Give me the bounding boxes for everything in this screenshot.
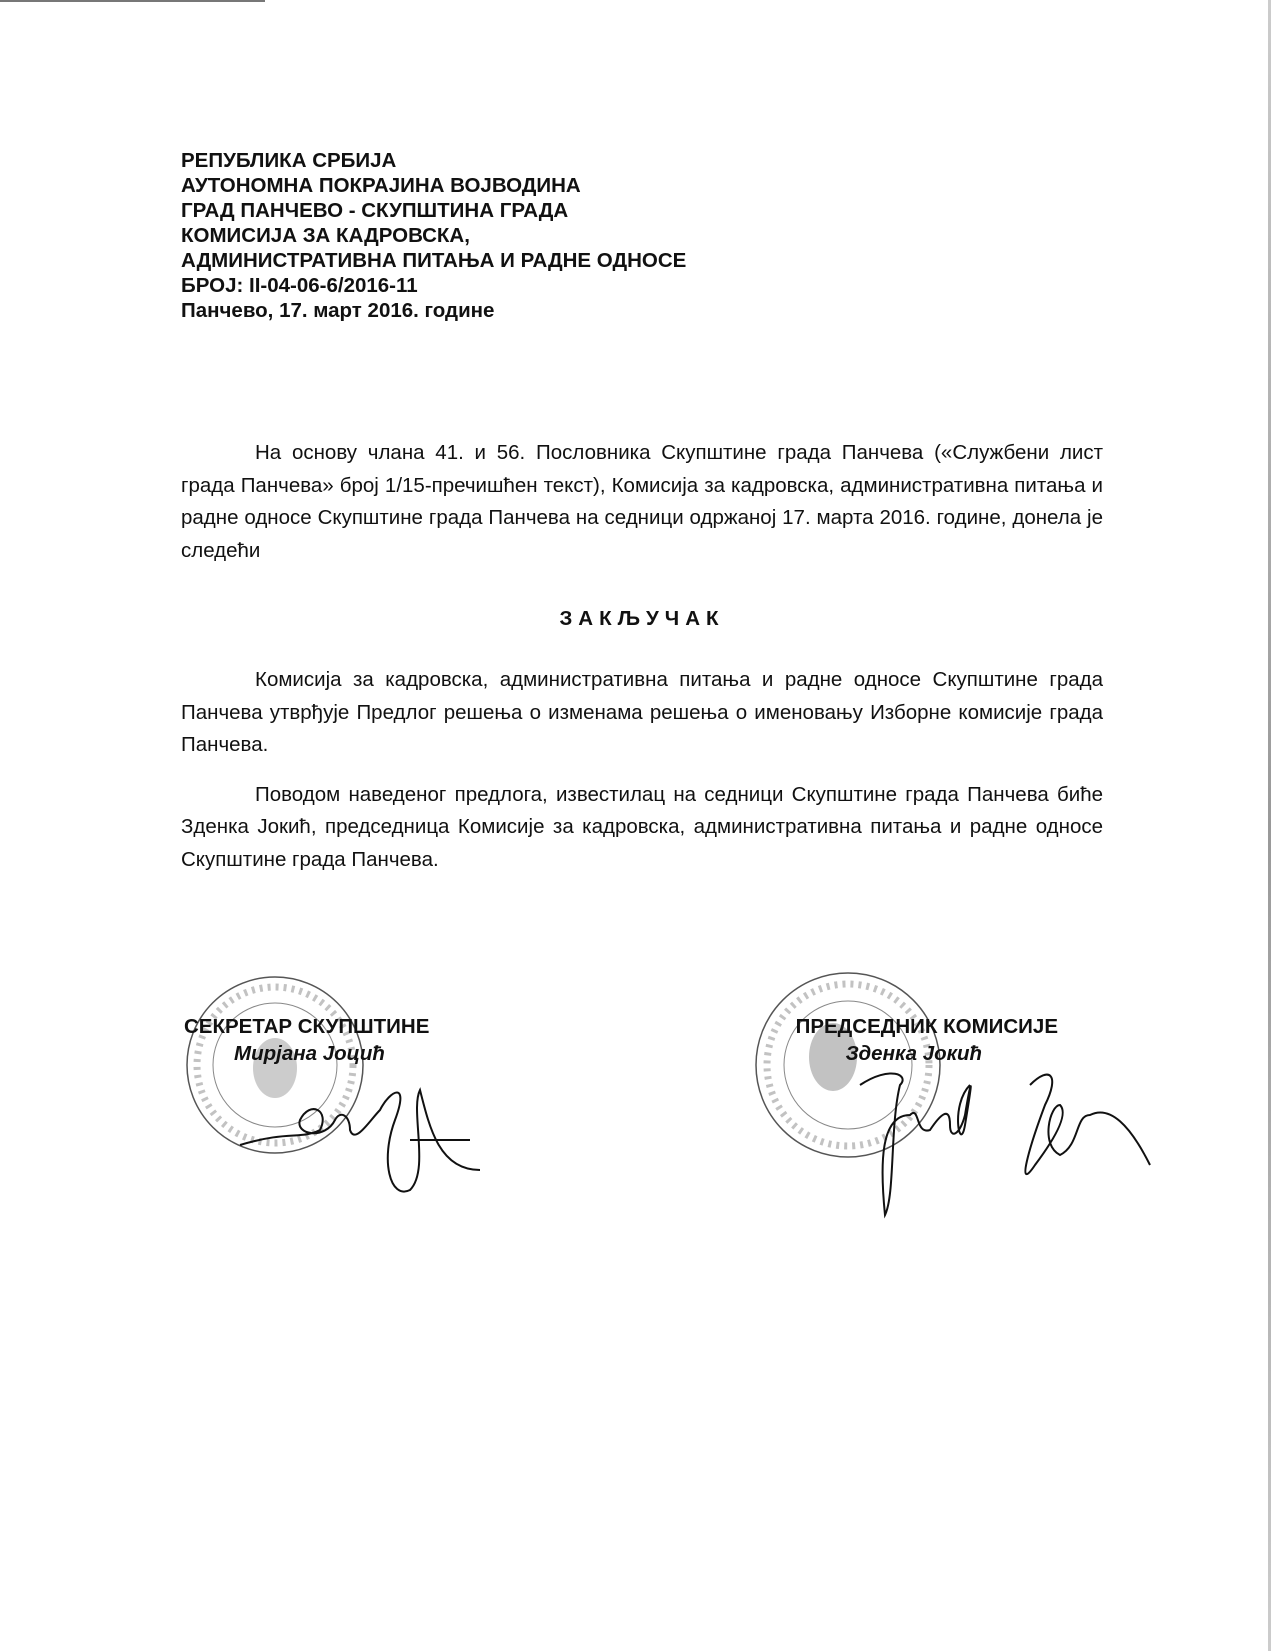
document-header [181,148,1103,323]
header-line-date: Панчево, 17. март 2016. године [181,299,495,322]
secretary-name: Мирјана Јоцић [234,1042,385,1065]
document-body [181,148,1103,1067]
signature-row [181,1013,1103,1067]
scan-edge-top [0,0,265,2]
header-line-province: АУТОНОМНА ПОКРАЈИНА ВОЈВОДИНА [181,174,581,197]
secretary-role: СЕКРЕТАР СКУПШТИНЕ [184,1015,430,1038]
signature-block-chair [796,1013,1058,1067]
rapporteur-paragraph: Поводом наведеног предлога, известилац на седници Скупштине града Панчева биће Зденка Јокић, председница Комисије за кадровска, административна питања и радне односе Скупштине града Панчева. [181,782,1103,871]
chair-name: Зденка Јокић [845,1042,983,1065]
intro-paragraph: На основу члана 41. и 56. Пословника Скупштине града Панчева («Службени лист града Панчева» број 1/15-пречишћен текст), Комисија за кадровска, административна питања и радне односе Скупштине града Панчева на седници одржаној 17. марта 2016. године, донела је следећи [181,441,1103,562]
header-line-commission-cont: АДМИНИСТРАТИВНА ПИТАЊА И РАДНЕ ОДНОСЕ [181,249,687,272]
header-line-commission: КОМИСИЈА ЗА КАДРОВСКА, [181,224,470,247]
header-line-city: ГРАД ПАНЧЕВО - СКУПШТИНА ГРАДА [181,199,569,222]
chair-role: ПРЕДСЕДНИК КОМИСИЈЕ [795,1015,1058,1038]
header-line-country: РЕПУБЛИКА СРБИЈА [181,149,397,172]
signature-block-secretary [184,1013,429,1067]
document-title: ЗАКЉУЧАК [559,607,725,630]
header-line-number: БРОЈ: II-04-06-6/2016-11 [181,274,418,297]
conclusion-paragraph: Комисија за кадровска, административна питања и радне односе Скупштине града Панчева утврђује Предлог решења о изменама решења о именовању Изборне комисије града Панчева. [181,668,1103,756]
scan-edge-right [1268,0,1271,1651]
